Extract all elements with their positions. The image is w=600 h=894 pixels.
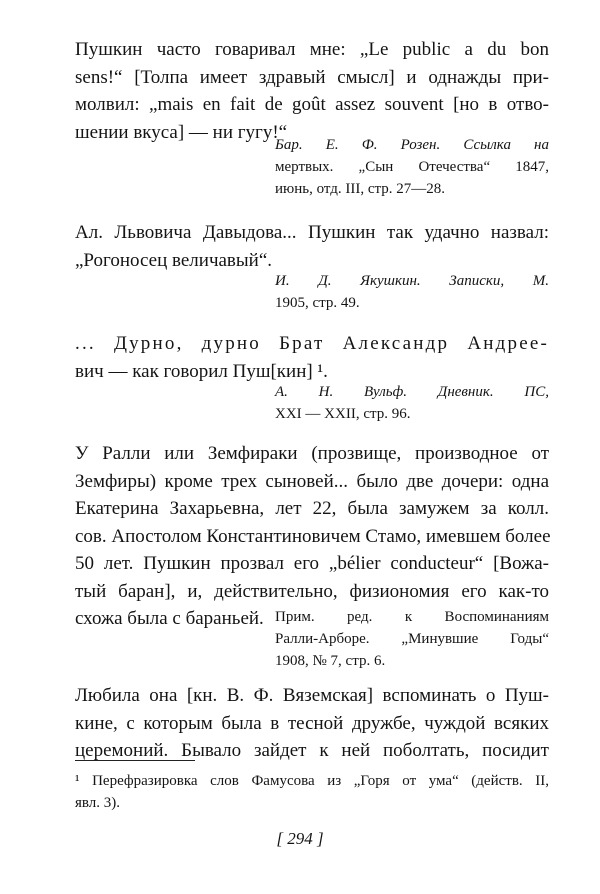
text-line: тый баран], и, действительно, физиономия его как-то xyxy=(75,580,549,602)
paragraph-rosen xyxy=(75,36,549,146)
source-line: 1905, стр. 49. xyxy=(275,295,360,311)
text-line: схожа была с бараньей. xyxy=(75,608,264,629)
text-line: Пушкин часто говаривал мне: „Le public a du bon xyxy=(75,39,549,60)
source-line: Бар. Е. Ф. Розен. Ссылка на xyxy=(275,137,549,153)
source-line: 1908, № 7, стр. 6. xyxy=(275,653,386,669)
paragraph-vulf xyxy=(75,330,549,385)
text-line: Екатерина Захарьевна, лет 22, была замужем за колл. xyxy=(75,498,549,519)
text-line: У Ралли или Земфираки (прозвище, производное от xyxy=(75,443,549,464)
source-vulf xyxy=(275,381,549,425)
text-line: кине, с которым была в тесной дружбе, чуждой всяких xyxy=(75,712,549,734)
paragraph-yakushkin xyxy=(75,219,549,274)
source-line: июнь, отд. III, стр. 27—28. xyxy=(275,181,446,197)
text-line: шении вкуса] — ни гугу!“ xyxy=(75,121,288,143)
text-line: церемоний. Бывало зайдет к ней поболтать, посидит xyxy=(75,740,549,761)
text-line: ... Дурно, дурно Брат Александр Андрее- xyxy=(75,333,549,354)
footnote-line: ¹ Перефразировка слов Фамусова из „Горя от ума“ (действ. II, xyxy=(75,773,549,789)
text-line: Ал. Львовича Давыдова... Пушкин так удачно назвал: xyxy=(75,222,549,243)
footnote-line: явл. 3). xyxy=(75,795,121,811)
text-line: вич — как говорил Пуш[кин] ¹. xyxy=(75,360,328,382)
page-number: [ 294 ] xyxy=(276,829,324,848)
source-line: А. Н. Вульф. Дневник. ПС, xyxy=(275,384,549,400)
paragraph-vyazemskaya xyxy=(75,682,549,765)
text-line: 50 лет. Пушкин прозвал его „bélier conducteur“ [Вожа- xyxy=(75,553,549,574)
source-ralli xyxy=(275,606,549,672)
paragraph-ralli xyxy=(75,440,549,633)
source-line: Прим. ред. к Воспоминаниям xyxy=(275,609,549,625)
source-line: Ралли-Арборе. „Минувшие Годы“ xyxy=(275,631,549,647)
text-line: Земфиры) кроме трех сыновей... было две дочери: одна xyxy=(75,470,549,492)
text-line: сов. Апостолом Константиновичем Стамо, имевшем более xyxy=(75,525,551,547)
text-line: Любила она [кн. В. Ф. Вяземская] вспоминать о Пуш- xyxy=(75,685,549,706)
footnote-rule xyxy=(75,760,195,761)
footnote xyxy=(75,770,549,814)
text-line: „Рогоносец величавый“. xyxy=(75,249,273,271)
source-line: XXI — XXII, стр. 96. xyxy=(275,406,411,422)
source-line: мертвых. „Сын Отечества“ 1847, xyxy=(275,159,549,175)
source-line: И. Д. Якушкин. Записки, М. xyxy=(275,273,549,289)
source-rosen xyxy=(275,134,549,200)
source-yakushkin xyxy=(275,270,549,314)
text-line: sens!“ [Толпа имеет здравый смысл] и однажды при- xyxy=(75,66,549,88)
text-line: молвил: „mais en fait de goût assez souvent [но в отво- xyxy=(75,94,549,115)
